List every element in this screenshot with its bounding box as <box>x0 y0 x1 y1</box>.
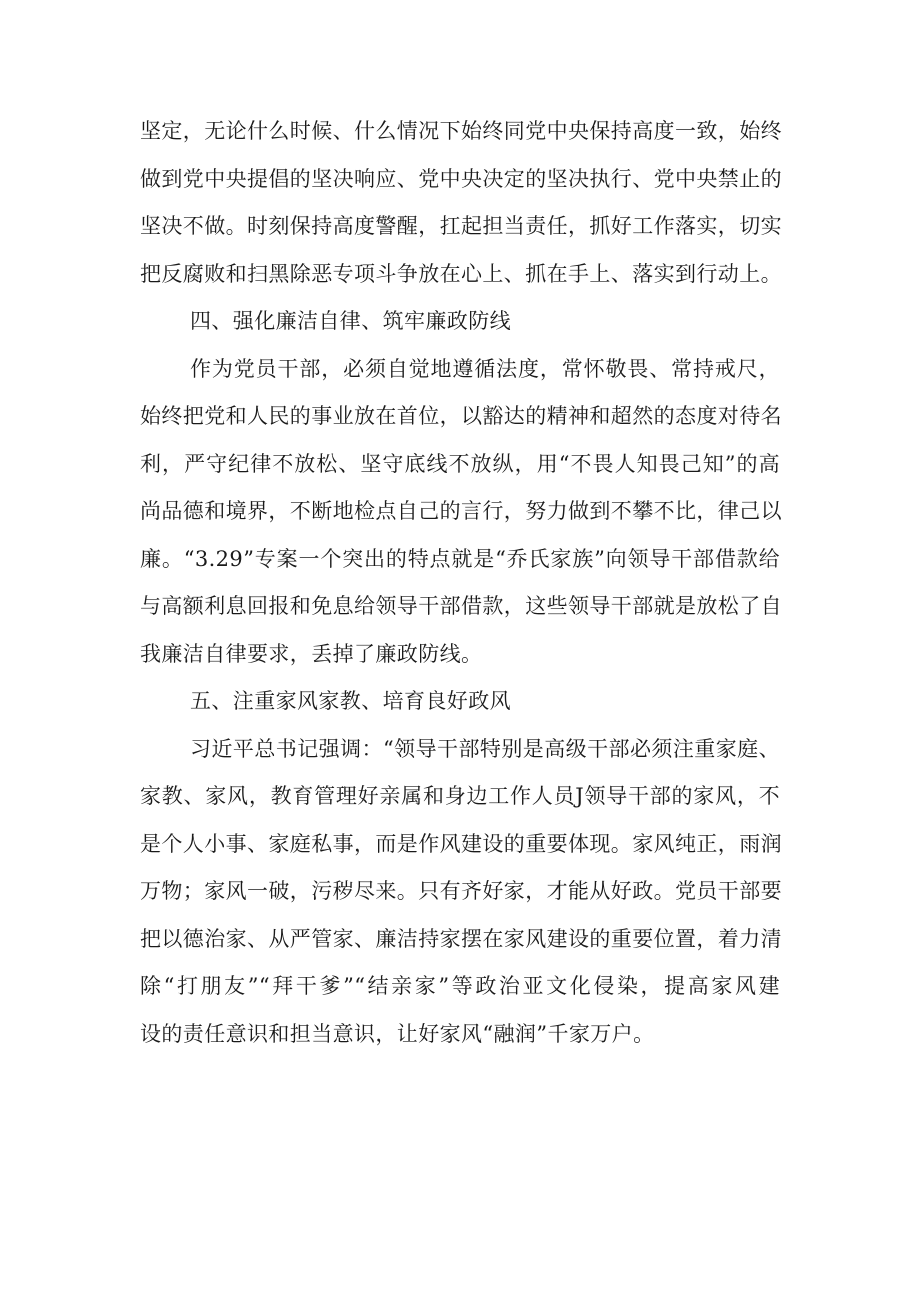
document-body <box>140 108 780 1058</box>
paragraph-line: 万物；家风一破，污秽尽来。只有齐好家，才能从好政。党员干部要 <box>140 879 782 903</box>
paragraph-line: 把反腐败和扫黑除恶专项斗争放在心上、抓在手上、落实到行动上。 <box>140 261 782 286</box>
paragraph-line: 我廉洁自律要求，丢掉了廉政防线。 <box>140 641 483 666</box>
paragraph-line: 坚决不做。时刻保持高度警醒，扛起担当责任，抓好工作落实，切实 <box>140 214 782 238</box>
paragraph-line: 廉。“3.29”专案一个突出的特点就是“乔氏家族”向领导干部借款给 <box>140 546 780 571</box>
paragraph-line: 作为党员干部，必须自觉地遵循法度，常怀敬畏、常持戒尺， <box>190 356 780 381</box>
paragraph-line: 与高额利息回报和免息给领导干部借款，这些领导干部就是放松了自 <box>140 594 782 618</box>
paragraph-line: 设的责任意识和担当意识，让好家风“融润”千家万户。 <box>140 1021 655 1046</box>
paragraph-line: 尚品德和境界，不断地检点自己的言行，努力做到不攀不比，律己以 <box>140 499 782 523</box>
paragraph-line: 是个人小事、家庭私事，而是作风建设的重要体现。家风纯正，雨润 <box>140 831 782 856</box>
section-heading-4: 四、强化廉洁自律、筑牢廉政防线 <box>190 309 511 333</box>
paragraph-line: 除“打朋友”“拜干爹”“结亲家”等政治亚文化侵染，提高家风建 <box>140 974 780 998</box>
paragraph-line: 家教、家风，教育管理好亲属和身边工作人员J领导干部的家风，不 <box>140 784 780 808</box>
paragraph-line: 始终把党和人民的事业放在首位，以豁达的精神和超然的态度对待名 <box>140 404 782 428</box>
paragraph-line: 利，严守纪律不放松、坚守底线不放纵，用“不畏人知畏己知”的高 <box>140 451 780 476</box>
paragraph-line: 把以德治家、从严管家、廉洁持家摆在家风建设的重要位置，着力清 <box>140 926 782 951</box>
paragraph-line: 坚定，无论什么时候、什么情况下始终同党中央保持高度一致，始终 <box>140 119 782 143</box>
paragraph-line: 习近平总书记强调：“领导干部特别是高级干部必须注重家庭、 <box>190 736 780 761</box>
paragraph-line: 做到党中央提倡的坚决响应、党中央决定的坚决执行、党中央禁止的 <box>140 166 782 191</box>
section-heading-5: 五、注重家风家教、培育良好政风 <box>190 689 511 713</box>
